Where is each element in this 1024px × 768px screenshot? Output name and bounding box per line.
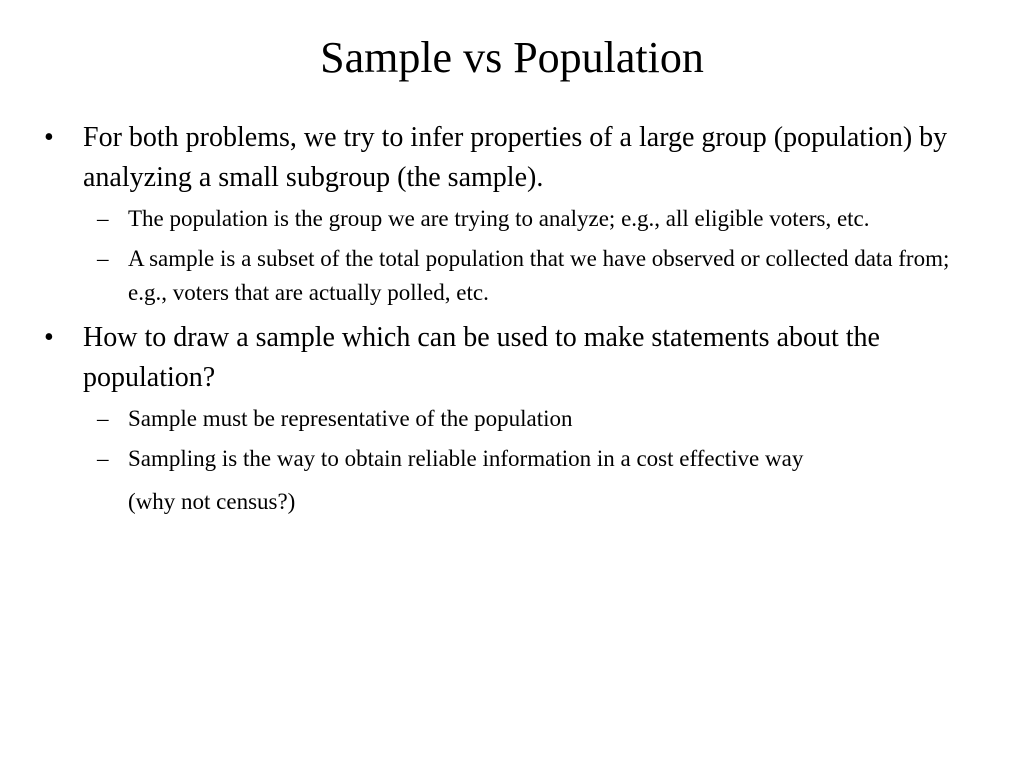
sub-bullet-item [0,202,1024,236]
sub-bullet-text: Sampling is the way to obtain reliable information in a cost effective way [128,446,804,471]
sub-bullet-text: Sample must be representative of the population [128,406,573,431]
sub-bullet-item [0,402,1024,436]
bullet-marker: • [44,322,54,353]
sub-bullet-item [0,442,1024,476]
bullet-text: How to draw a sample which can be used to make statements about the population? [83,322,880,393]
sub-bullet-text: The population is the group we are trying to analyze; e.g., all eligible voters, etc. [128,206,870,231]
bullet-text: For both problems, we try to infer properties of a large group (population) by analyzing a small subgroup (the sample). [83,122,948,193]
bullet-item [0,318,1024,398]
sub-bullet-marker: – [97,206,109,231]
sub-bullet-item [0,242,1024,310]
slide-content [0,118,1024,519]
bullet-marker: • [44,122,54,153]
sub-bullet-marker: – [97,246,109,271]
sub-bullet-marker: – [97,406,109,431]
bullet-item [0,118,1024,198]
sub-bullet-marker: – [97,446,109,471]
sub-bullet-text: A sample is a subset of the total population that we have observed or collected data from; e.g., voters that are actually polled, etc. [128,246,950,305]
slide-title: Sample vs Population [320,33,704,82]
continuation-text: (why not census?) [128,489,296,514]
